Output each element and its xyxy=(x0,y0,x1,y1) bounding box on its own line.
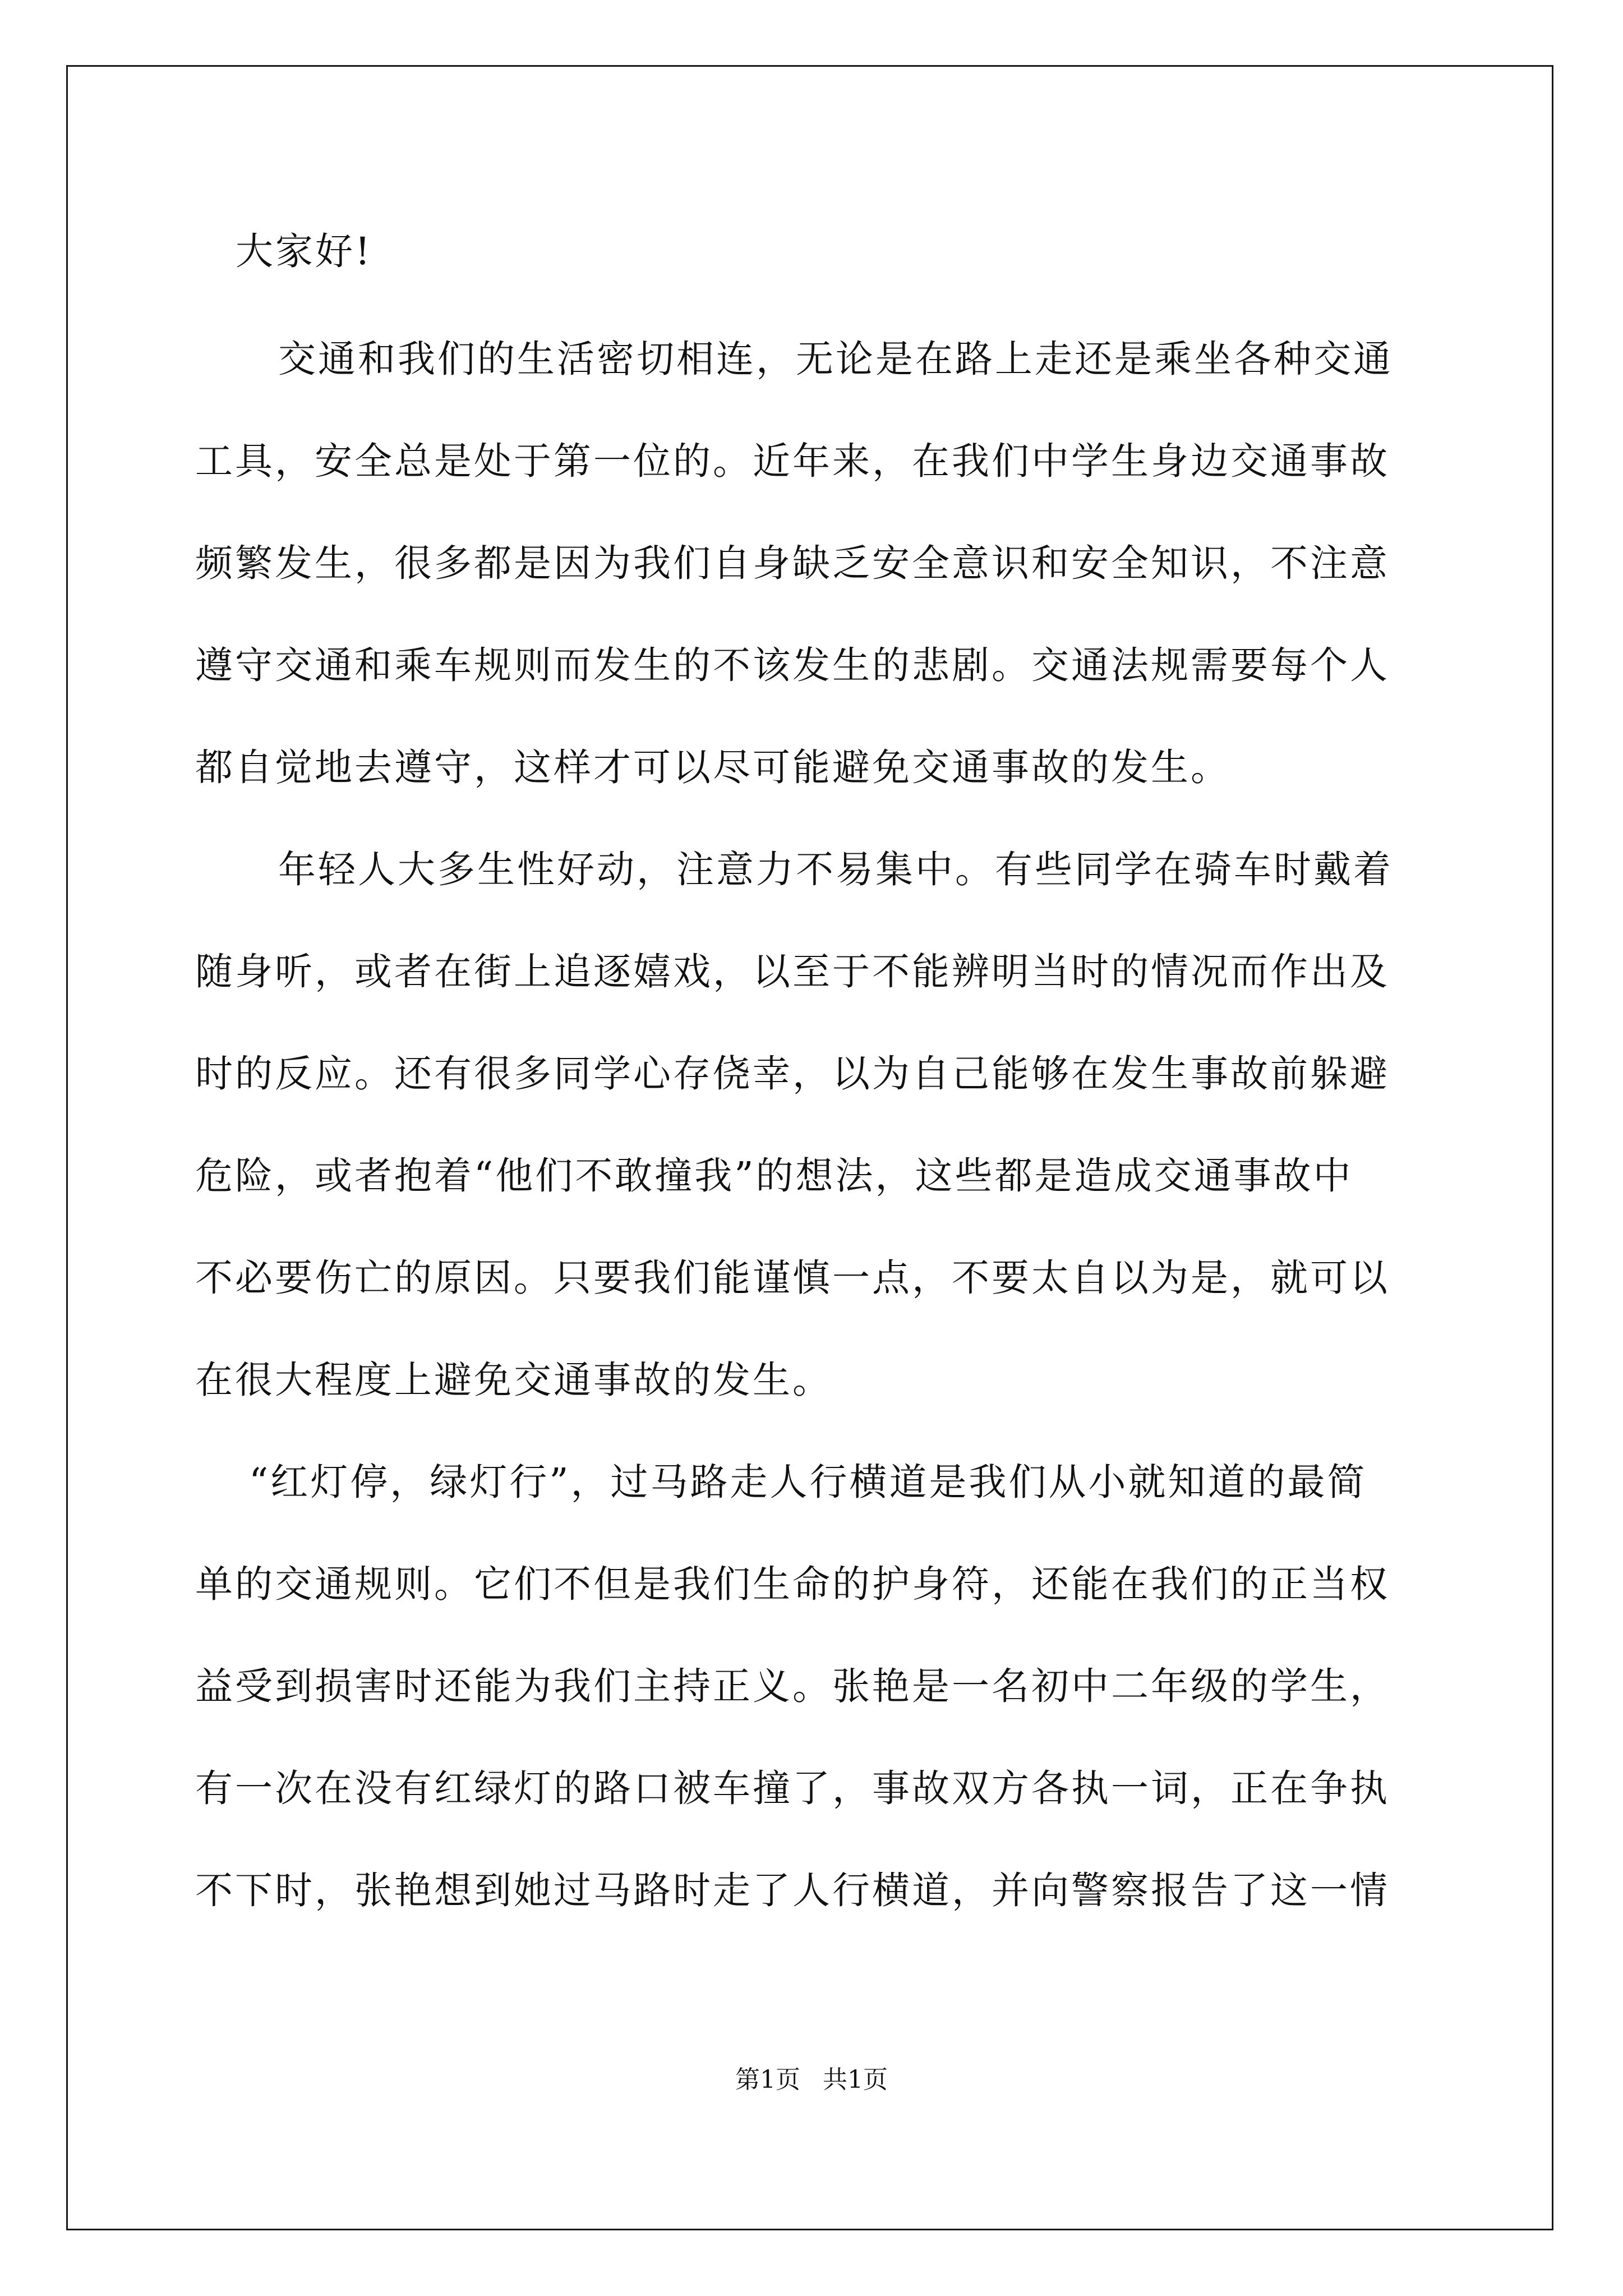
paragraph-1-line-3: 频繁发生，很多都是因为我们自身缺乏安全意识和安全知识，不注意 xyxy=(195,541,1390,585)
paragraph-2-line-6: 在很大程度上避免交通事故的发生。 xyxy=(195,1358,832,1402)
paragraph-1-line-1: 交通和我们的生活密切相连，无论是在路上走还是乘坐各种交通 xyxy=(278,337,1393,381)
paragraph-3-line-5: 不下时，张艳想到她过马路时走了人行横道，并向警察报告了这一情 xyxy=(195,1869,1390,1912)
paragraph-3-line-3: 益受到损害时还能为我们主持正义。张艳是一名初中二年级的学生， xyxy=(195,1664,1390,1708)
paragraph-1-line-5: 都自觉地去遵守，这样才可以尽可能避免交通事故的发生。 xyxy=(195,746,1230,789)
page-total: 共1页 xyxy=(823,2065,888,2094)
greeting: 大家好! xyxy=(236,229,372,273)
page-footer xyxy=(0,2064,1623,2096)
paragraph-3-line-4: 有一次在没有红绿灯的路口被车撞了，事故双方各执一词，正在争执 xyxy=(195,1766,1390,1810)
paragraph-2-line-1: 年轻人大多生性好动，注意力不易集中。有些同学在骑车时戴着 xyxy=(278,848,1393,891)
paragraph-3-line-2: 单的交通规则。它们不但是我们生命的护身符，还能在我们的正当权 xyxy=(195,1562,1390,1606)
paragraph-1-line-2: 工具，安全总是处于第一位的。近年来，在我们中学生身边交通事故 xyxy=(195,439,1390,483)
paragraph-2-line-5: 不必要伤亡的原因。只要我们能谨慎一点，不要太自以为是，就可以 xyxy=(195,1256,1390,1300)
paragraph-1-line-4: 遵守交通和乘车规则而发生的不该发生的悲剧。交通法规需要每个人 xyxy=(195,643,1390,687)
page-number: 第1页 xyxy=(735,2065,800,2094)
paragraph-2-line-2: 随身听，或者在街上追逐嬉戏，以至于不能辨明当时的情况而作出及 xyxy=(195,950,1390,993)
paragraph-2-line-4: 危险，或者抱着“他们不敢撞我”的想法，这些都是造成交通事故中 xyxy=(195,1154,1353,1198)
paragraph-2-line-3: 时的反应。还有很多同学心存侥幸，以为自己能够在发生事故前躲避 xyxy=(195,1052,1390,1096)
paragraph-3-line-1: “红灯停，绿灯行”，过马路走人行横道是我们从小就知道的最简 xyxy=(249,1460,1367,1504)
